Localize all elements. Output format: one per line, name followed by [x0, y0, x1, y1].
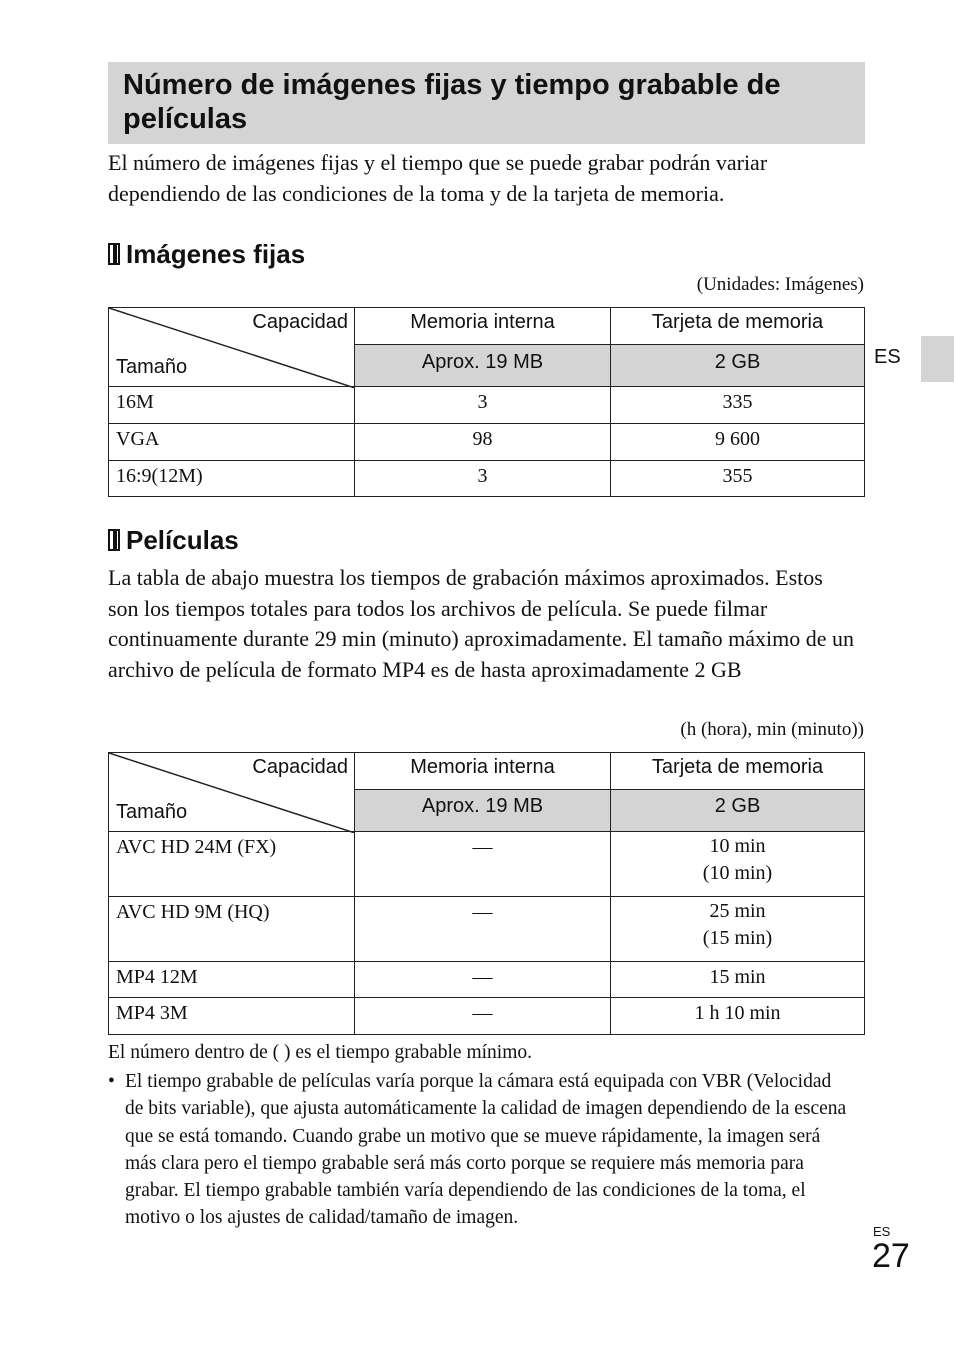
row-card: 355: [611, 461, 865, 497]
col-card-subheader: 2 GB: [611, 790, 865, 832]
row-internal: —: [355, 962, 611, 998]
row-card: 15 min: [611, 962, 865, 998]
still-units: (Unidades: Imágenes): [696, 274, 864, 295]
page-title: Número de imágenes fijas y tiempo grabable de películas: [123, 69, 781, 135]
row-size: VGA: [109, 424, 355, 461]
movies-units: (h (hora), min (minuto)): [680, 719, 864, 740]
row-internal: 3: [355, 387, 611, 424]
side-tab-label: ES: [874, 346, 901, 368]
still-table: [108, 307, 865, 497]
bullet-text: El tiempo grabable de películas varía porque la cámara está equipada con VBR (Velocidad de bits variable), que ajusta automáticamente la calidad de imagen dependiendo de la escena que se está tomando. Cuando grabe un motivo que se mueve rápidamente, la imagen será más clara pero el tiempo grabable será más corto porque se requiere más memoria para grabar. El tiempo grabable también varía dependiendo de las condiciones de la toma, el motivo o los ajustes de calidad/tamaño de imagen.: [125, 1071, 847, 1229]
table-row: [109, 424, 865, 461]
row-internal: —: [355, 998, 611, 1035]
bullet-item: [108, 1068, 848, 1232]
table-row: [109, 897, 865, 962]
intro-paragraph: El número de imágenes fijas y el tiempo que se puede grabar podrán variar dependiendo de las condiciones de la toma y de la tarjeta de memoria.: [108, 150, 768, 206]
col-card-header: Tarjeta de memoria: [611, 753, 865, 790]
row-card: 1 h 10 min: [611, 998, 865, 1035]
row-size: AVC HD 9M (HQ): [109, 897, 355, 962]
table-row: [109, 461, 865, 497]
movies-heading-text: Películas: [126, 525, 239, 555]
col-internal-subheader: Aprox. 19 MB: [355, 790, 611, 832]
movies-description: La tabla de abajo muestra los tiempos de grabación máximos aproximados. Estos son los tiempos totales para todos los archivos de película. Se puede filmar continuamente durante 29 min (minuto) aproximadamente. El tamaño máximo de un archivo de película de formato MP4 es de hasta aproximadamente 2 GB: [108, 565, 854, 682]
row-size: 16M: [109, 387, 355, 424]
col-internal-header: Memoria interna: [355, 753, 611, 790]
header-corner: [109, 308, 355, 387]
row-card-time: 25 min: [709, 900, 766, 922]
title-banner: [108, 62, 865, 144]
movies-table: [108, 752, 865, 1035]
row-size: MP4 12M: [109, 962, 355, 998]
row-card: 9 600: [611, 424, 865, 461]
footer-lang: ES: [873, 1224, 891, 1239]
row-internal: —: [355, 897, 611, 962]
movies-note: El número dentro de ( ) es el tiempo grabable mínimo.: [108, 1042, 533, 1063]
col-card-header: Tarjeta de memoria: [611, 308, 865, 345]
col-card-subheader: 2 GB: [611, 345, 865, 387]
row-internal: —: [355, 832, 611, 897]
table-row: [109, 962, 865, 998]
header-corner: [109, 753, 355, 832]
page-number: 27: [872, 1237, 910, 1275]
row-card-min-time: (10 min): [702, 862, 773, 884]
still-heading: [108, 239, 305, 269]
row-card: 335: [611, 387, 865, 424]
still-heading-text: Imágenes fijas: [126, 239, 306, 269]
bullet-icon: •: [108, 1071, 115, 1092]
capacity-label: Capacidad: [252, 311, 348, 333]
row-card-time: 10 min: [709, 835, 766, 857]
row-internal: 3: [355, 461, 611, 497]
size-label: Tamaño: [116, 356, 188, 378]
section-marker-icon: [108, 243, 120, 265]
col-internal-subheader: Aprox. 19 MB: [355, 345, 611, 387]
row-size: 16:9(12M): [109, 461, 355, 497]
row-card: [611, 832, 865, 897]
row-card-min-time: (15 min): [702, 927, 773, 949]
capacity-label: Capacidad: [252, 756, 348, 778]
side-tab: [921, 336, 954, 382]
movies-heading: [108, 525, 239, 555]
row-size: AVC HD 24M (FX): [109, 832, 355, 897]
section-marker-icon: [108, 529, 120, 551]
row-size: MP4 3M: [109, 998, 355, 1035]
col-internal-header: Memoria interna: [355, 308, 611, 345]
table-row: [109, 387, 865, 424]
table-row: [109, 832, 865, 897]
size-label: Tamaño: [116, 801, 188, 823]
table-row: [109, 998, 865, 1035]
row-card: [611, 897, 865, 962]
row-internal: 98: [355, 424, 611, 461]
